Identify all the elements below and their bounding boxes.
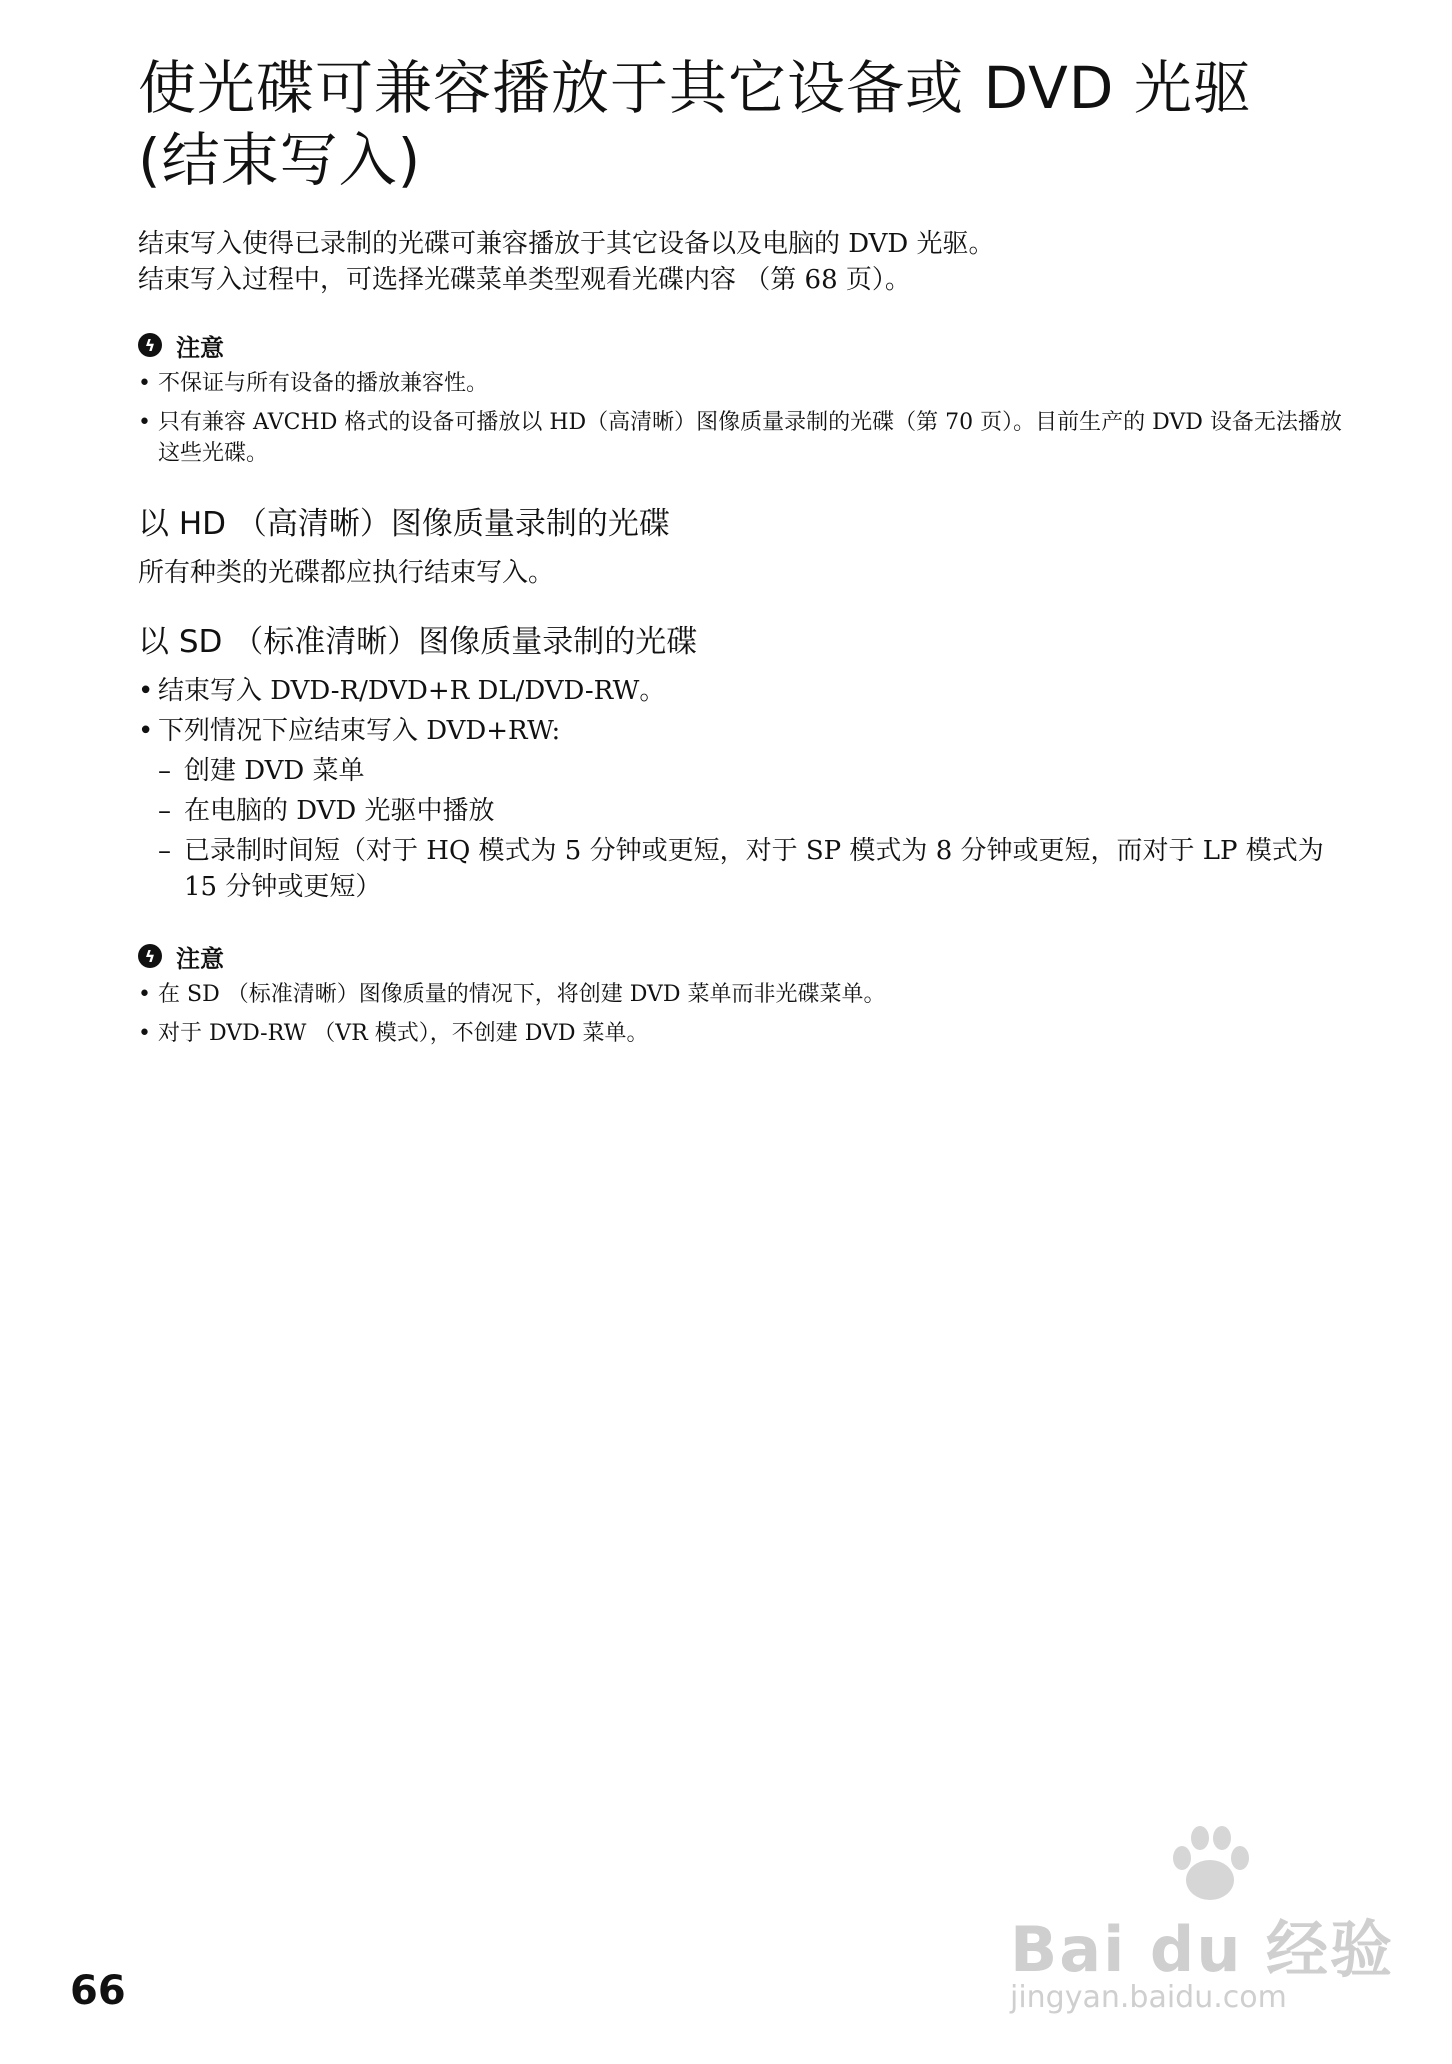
sub-list-item: – 在电脑的 DVD 光驱中播放 xyxy=(158,793,1358,829)
paw-icon xyxy=(1160,1820,1260,1910)
caution-icon: ϟ xyxy=(138,333,162,357)
list-item: • 结束写入 DVD-R/DVD+R DL/DVD-RW。 xyxy=(138,673,1358,709)
watermark-brand: Bai du 经验 xyxy=(1010,1913,1395,1986)
note-block-2 xyxy=(138,939,1358,1049)
section-sd-heading: 以 SD （标准清晰）图像质量录制的光碟 xyxy=(138,624,698,660)
page-title xyxy=(138,52,1358,196)
note-heading xyxy=(138,328,1358,362)
page-title-line1: 使光碟可兼容播放于其它设备或 DVD 光驱 xyxy=(138,54,1252,122)
sub-list-item: – 创建 DVD 菜单 xyxy=(158,753,1358,789)
sub-list-item: – 已录制时间短（对于 HQ 模式为 5 分钟或更短，对于 SP 模式为 8 分钟或更短，而对于 LP 模式为 15 分钟或更短） xyxy=(158,833,1358,905)
note-heading xyxy=(138,939,1358,973)
list-item-label: 下列情况下应结束写入 DVD+RW: xyxy=(158,716,561,746)
section-hd-heading: 以 HD （高清晰）图像质量录制的光碟 xyxy=(138,506,670,542)
note-block-1 xyxy=(138,328,1358,469)
page-number: 66 xyxy=(70,1968,126,2014)
sub-list xyxy=(158,753,1358,905)
note-list xyxy=(138,979,1358,1049)
section-sd-list xyxy=(138,673,1358,905)
watermark xyxy=(1010,1820,1395,2020)
section-sd xyxy=(138,621,1358,905)
section-hd-text: 所有种类的光碟都应执行结束写入。 xyxy=(138,558,555,588)
document-page xyxy=(138,52,1358,1057)
note-list xyxy=(138,368,1358,469)
note-item: • 不保证与所有设备的播放兼容性。 xyxy=(138,368,1358,399)
intro-paragraph xyxy=(138,226,1358,298)
note-item: • 在 SD （标准清晰）图像质量的情况下，将创建 DVD 菜单而非光碟菜单。 xyxy=(138,979,1358,1010)
intro-line-2: 结束写入过程中，可选择光碟菜单类型观看光碟内容 （第 68 页）。 xyxy=(138,265,911,295)
section-hd xyxy=(138,503,1358,591)
watermark-url: jingyan.baidu.com xyxy=(1010,1980,1287,2015)
intro-line-1: 结束写入使得已录制的光碟可兼容播放于其它设备以及电脑的 DVD 光驱。 xyxy=(138,229,995,259)
note-item: • 只有兼容 AVCHD 格式的设备可播放以 HD（高清晰）图像质量录制的光碟（第 70 页）。目前生产的 DVD 设备无法播放这些光碟。 xyxy=(138,407,1358,469)
list-item xyxy=(138,713,1358,905)
note-item: • 对于 DVD-RW （VR 模式），不创建 DVD 菜单。 xyxy=(138,1018,1358,1049)
page-title-line2: (结束写入) xyxy=(138,126,422,194)
note-heading-label: 注意 xyxy=(176,333,224,362)
caution-icon: ϟ xyxy=(138,944,162,968)
note-heading-label: 注意 xyxy=(176,944,224,973)
